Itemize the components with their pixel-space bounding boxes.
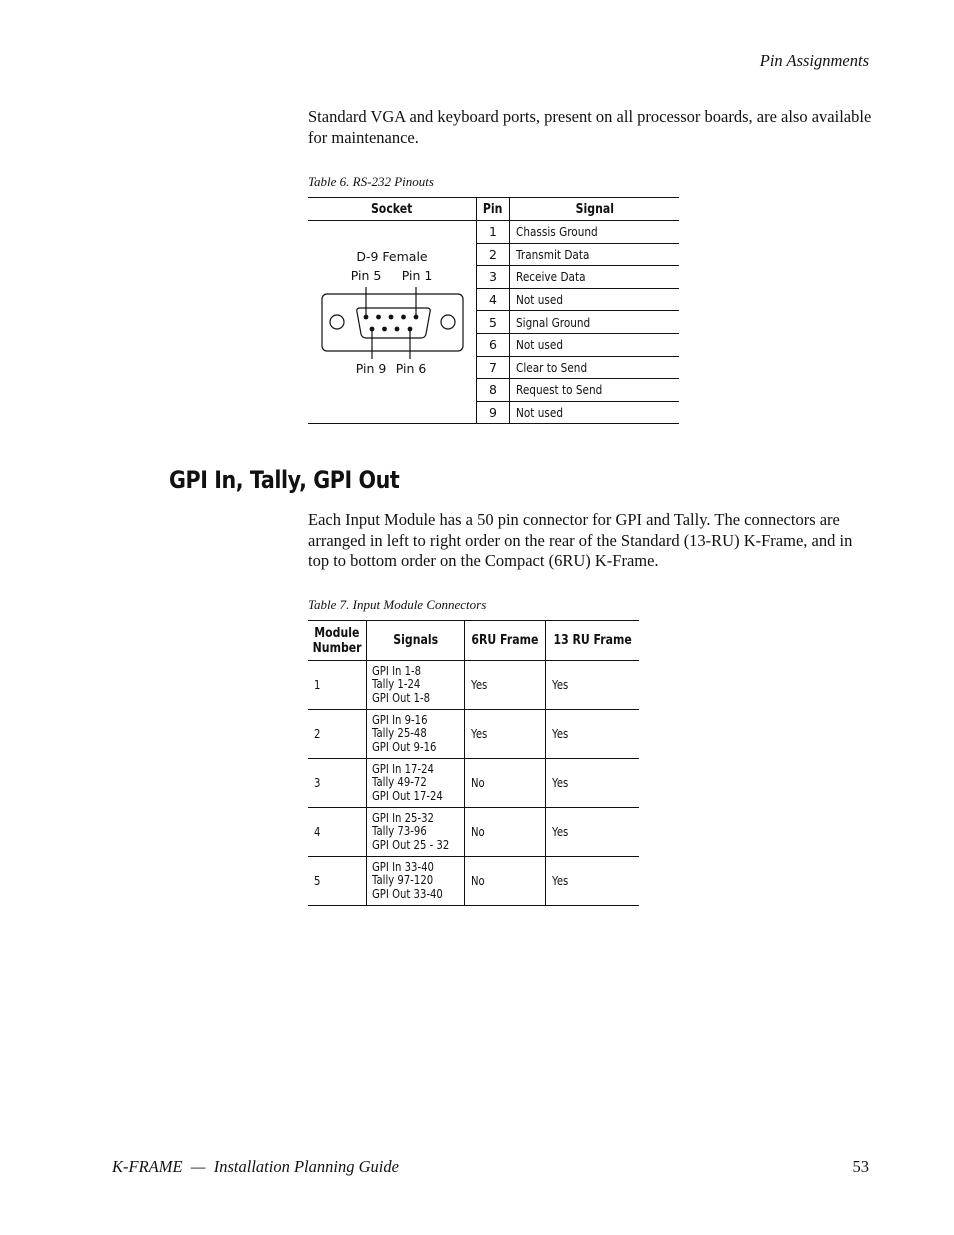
frame6-value: Yes <box>465 710 546 759</box>
module-number: 3 <box>308 759 367 808</box>
db9-connector-diagram <box>308 221 476 423</box>
pin-number: 2 <box>477 243 510 266</box>
section-heading: GPI In, Tally, GPI Out <box>169 466 400 494</box>
table6-caption: Table 6. RS-232 Pinouts <box>308 174 434 189</box>
input-module-connectors-table <box>308 620 639 906</box>
signal-name: Chassis Ground <box>510 221 680 244</box>
connector-label: D-9 Female <box>356 249 428 265</box>
table-row <box>308 808 639 857</box>
pin-number: 7 <box>477 356 510 379</box>
signal-header: Signal <box>510 198 680 221</box>
pin-dot <box>401 315 406 320</box>
table-row <box>308 759 639 808</box>
module-number: 5 <box>308 857 367 906</box>
running-head: Pin Assignments <box>759 51 869 70</box>
signal-name: Request to Send <box>510 379 680 402</box>
pin-dot <box>389 315 394 320</box>
signal-name: Clear to Send <box>510 356 680 379</box>
signal-name: Not used <box>510 333 680 356</box>
signals-header: Signals <box>367 621 465 661</box>
module-number-header: Module Number <box>308 621 367 661</box>
rs232-pinout-table <box>308 197 679 424</box>
pin-number: 5 <box>477 311 510 334</box>
pin1-label: Pin 1 <box>401 268 433 284</box>
table-row <box>308 857 639 906</box>
mount-hole-right <box>441 315 455 329</box>
frame6-value: No <box>465 808 546 857</box>
pin-number: 4 <box>477 288 510 311</box>
frame13-value: Yes <box>545 710 639 759</box>
signal-name: Signal Ground <box>510 311 680 334</box>
frame6-value: No <box>465 759 546 808</box>
frame13-header: 13 RU Frame <box>545 621 639 661</box>
intro-paragraph: Standard VGA and keyboard ports, present on all processor boards, are also available for maintenance. <box>308 107 872 147</box>
signal-name: Receive Data <box>510 266 680 289</box>
table-header-row <box>308 198 679 221</box>
mount-hole-left <box>330 315 344 329</box>
table-row <box>308 661 639 710</box>
pin5-label: Pin 5 <box>350 268 382 284</box>
pin-dot <box>408 327 413 332</box>
pin-number: 6 <box>477 333 510 356</box>
frame6-value: No <box>465 857 546 906</box>
pin-dot <box>364 315 369 320</box>
pin-header: Pin <box>477 198 510 221</box>
signals-cell: GPI In 17-24 Tally 49-72 GPI Out 17-24 <box>367 759 465 808</box>
pin-dot <box>382 327 387 332</box>
signals-cell: GPI In 33-40 Tally 97-120 GPI Out 33-40 <box>367 857 465 906</box>
pin-dot <box>414 315 419 320</box>
module-number: 2 <box>308 710 367 759</box>
signal-name: Not used <box>510 401 680 424</box>
frame6-header: 6RU Frame <box>465 621 546 661</box>
table7-caption: Table 7. Input Module Connectors <box>308 597 487 612</box>
pin-number: 9 <box>477 401 510 424</box>
signal-name: Transmit Data <box>510 243 680 266</box>
page-number: 53 <box>852 1157 869 1176</box>
connector-shell <box>322 294 463 351</box>
signals-cell: GPI In 9-16 Tally 25-48 GPI Out 9-16 <box>367 710 465 759</box>
pin6-label: Pin 6 <box>395 361 427 377</box>
pin9-label: Pin 9 <box>355 361 387 377</box>
frame13-value: Yes <box>545 808 639 857</box>
signal-name: Not used <box>510 288 680 311</box>
section-paragraph: Each Input Module has a 50 pin connector for GPI and Tally. The connectors are arranged in left to right order on the rear of the Standard (13-RU) K-Frame, and in top to bottom order on the Compact (6RU) K-Frame. <box>308 510 853 570</box>
pin-dot <box>370 327 375 332</box>
frame6-value: Yes <box>465 661 546 710</box>
table-header-row <box>308 621 639 661</box>
frame13-value: Yes <box>545 661 639 710</box>
pin-number: 8 <box>477 379 510 402</box>
table-row <box>308 710 639 759</box>
pin-number: 3 <box>477 266 510 289</box>
socket-diagram-cell <box>308 221 477 424</box>
pin-dot <box>376 315 381 320</box>
frame13-value: Yes <box>545 759 639 808</box>
frame13-value: Yes <box>545 857 639 906</box>
signals-cell: GPI In 25-32 Tally 73-96 GPI Out 25 - 32 <box>367 808 465 857</box>
socket-header: Socket <box>308 198 477 221</box>
footer-title: K-FRAME — Installation Planning Guide <box>112 1157 399 1176</box>
module-number: 1 <box>308 661 367 710</box>
pin-dot <box>395 327 400 332</box>
signals-cell: GPI In 1-8 Tally 1-24 GPI Out 1-8 <box>367 661 465 710</box>
table-row <box>308 221 679 244</box>
connector-d-shape <box>357 308 430 338</box>
pin-number: 1 <box>477 221 510 244</box>
module-number: 4 <box>308 808 367 857</box>
